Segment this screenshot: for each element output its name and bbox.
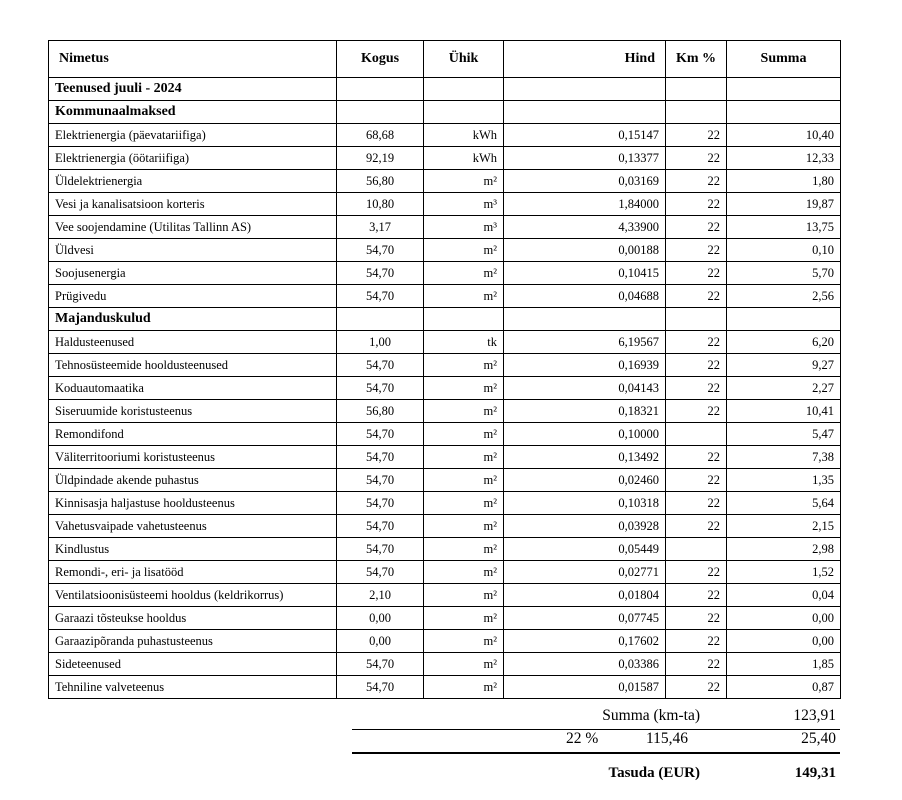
table-row <box>49 124 841 147</box>
cell-vat: 22 <box>666 676 727 699</box>
cell-vat: 22 <box>666 170 727 193</box>
cell-quantity: 54,70 <box>337 676 424 699</box>
cell-sum: 10,41 <box>727 400 841 423</box>
cell-name: Soojusenergia <box>49 262 337 285</box>
cell-quantity: 92,19 <box>337 147 424 170</box>
cell-quantity: 56,80 <box>337 400 424 423</box>
cell-name: Prügivedu <box>49 285 337 308</box>
cell-price: 0,16939 <box>504 354 666 377</box>
cell-quantity: 54,70 <box>337 561 424 584</box>
table-row <box>49 354 841 377</box>
section-title: Kommunaalmaksed <box>49 101 337 124</box>
net-sum-row <box>352 707 840 729</box>
cell-price: 0,05449 <box>504 538 666 561</box>
table-row <box>49 193 841 216</box>
cell-name: Elektrienergia (päevatariifiga) <box>49 124 337 147</box>
vat-value: 25,40 <box>801 730 836 747</box>
cell-unit: m² <box>424 400 504 423</box>
cell-name: Siseruumide koristusteenus <box>49 400 337 423</box>
cell-quantity: 3,17 <box>337 216 424 239</box>
cell-price: 0,01587 <box>504 676 666 699</box>
cell-name: Tehniline valveteenus <box>49 676 337 699</box>
cell-sum: 0,04 <box>727 584 841 607</box>
total-value: 149,31 <box>794 765 836 781</box>
table-row <box>49 331 841 354</box>
cell-quantity: 54,70 <box>337 538 424 561</box>
cell-sum: 1,80 <box>727 170 841 193</box>
empty-cell <box>666 78 727 101</box>
section-title: Majanduskulud <box>49 308 337 331</box>
cell-name: Üldpindade akende puhastus <box>49 469 337 492</box>
cell-price: 0,03386 <box>504 653 666 676</box>
cell-price: 0,13492 <box>504 446 666 469</box>
cell-name: Elektrienergia (öötariifiga) <box>49 147 337 170</box>
table-row <box>49 630 841 653</box>
total-label: Tasuda (EUR) <box>608 765 700 781</box>
cell-vat: 22 <box>666 469 727 492</box>
net-sum-label: Summa (km-ta) <box>602 707 700 724</box>
cell-name: Remondifond <box>49 423 337 446</box>
cell-unit: m³ <box>424 216 504 239</box>
col-header-quantity: Kogus <box>337 41 424 78</box>
cell-vat: 22 <box>666 630 727 653</box>
cell-quantity: 1,00 <box>337 331 424 354</box>
empty-cell <box>504 78 666 101</box>
cell-unit: m² <box>424 170 504 193</box>
cell-sum: 6,20 <box>727 331 841 354</box>
cell-sum: 0,00 <box>727 630 841 653</box>
cell-quantity: 2,10 <box>337 584 424 607</box>
cell-sum: 5,70 <box>727 262 841 285</box>
cell-quantity: 54,70 <box>337 262 424 285</box>
cell-price: 0,03169 <box>504 170 666 193</box>
cell-price: 6,19567 <box>504 331 666 354</box>
empty-cell <box>424 308 504 331</box>
cell-quantity: 54,70 <box>337 446 424 469</box>
empty-cell <box>424 78 504 101</box>
empty-cell <box>727 308 841 331</box>
cell-unit: m² <box>424 676 504 699</box>
cell-price: 0,02460 <box>504 469 666 492</box>
cell-price: 0,18321 <box>504 400 666 423</box>
cell-vat <box>666 423 727 446</box>
section-row <box>49 101 841 124</box>
cell-unit: m² <box>424 354 504 377</box>
cell-price: 0,10000 <box>504 423 666 446</box>
net-sum-value: 123,91 <box>793 707 836 724</box>
cell-sum: 2,56 <box>727 285 841 308</box>
cell-price: 0,03928 <box>504 515 666 538</box>
cell-unit: m² <box>424 653 504 676</box>
table-row <box>49 400 841 423</box>
table-row <box>49 538 841 561</box>
cell-vat: 22 <box>666 193 727 216</box>
table-row <box>49 492 841 515</box>
empty-cell <box>727 78 841 101</box>
cell-name: Koduautomaatika <box>49 377 337 400</box>
cell-price: 0,17602 <box>504 630 666 653</box>
cell-unit: m² <box>424 285 504 308</box>
cell-unit: kWh <box>424 124 504 147</box>
cell-price: 0,00188 <box>504 239 666 262</box>
empty-cell <box>504 101 666 124</box>
vat-rate: 22 % <box>566 730 599 747</box>
cell-price: 0,04688 <box>504 285 666 308</box>
table-row <box>49 239 841 262</box>
cell-vat: 22 <box>666 653 727 676</box>
cell-sum: 2,27 <box>727 377 841 400</box>
cell-sum: 2,15 <box>727 515 841 538</box>
table-row <box>49 676 841 699</box>
empty-cell <box>337 101 424 124</box>
cell-name: Vesi ja kanalisatsioon korteris <box>49 193 337 216</box>
cell-sum: 7,38 <box>727 446 841 469</box>
cell-vat: 22 <box>666 377 727 400</box>
cell-quantity: 54,70 <box>337 423 424 446</box>
cell-vat: 22 <box>666 216 727 239</box>
cell-unit: m² <box>424 469 504 492</box>
col-header-name: Nimetus <box>49 41 337 78</box>
cell-price: 0,10318 <box>504 492 666 515</box>
cell-price: 4,33900 <box>504 216 666 239</box>
cell-sum: 13,75 <box>727 216 841 239</box>
cell-name: Üldvesi <box>49 239 337 262</box>
cell-price: 1,84000 <box>504 193 666 216</box>
cell-quantity: 54,70 <box>337 515 424 538</box>
cell-price: 0,02771 <box>504 561 666 584</box>
cell-name: Tehnosüsteemide hooldusteenused <box>49 354 337 377</box>
cell-price: 0,07745 <box>504 607 666 630</box>
cell-unit: m² <box>424 239 504 262</box>
cell-unit: m² <box>424 262 504 285</box>
table-row <box>49 285 841 308</box>
cell-sum: 9,27 <box>727 354 841 377</box>
cell-vat: 22 <box>666 561 727 584</box>
cell-unit: m³ <box>424 193 504 216</box>
cell-price: 0,15147 <box>504 124 666 147</box>
cell-unit: tk <box>424 331 504 354</box>
cell-unit: m² <box>424 423 504 446</box>
cell-name: Üldelektrienergia <box>49 170 337 193</box>
header-row <box>49 41 841 78</box>
cell-name: Sideteenused <box>49 653 337 676</box>
table-row <box>49 170 841 193</box>
cell-price: 0,13377 <box>504 147 666 170</box>
empty-cell <box>337 78 424 101</box>
cell-unit: m² <box>424 561 504 584</box>
col-header-sum: Summa <box>727 41 841 78</box>
cell-sum: 2,98 <box>727 538 841 561</box>
cell-sum: 0,00 <box>727 607 841 630</box>
empty-cell <box>727 101 841 124</box>
period-title: Teenused juuli - 2024 <box>49 78 337 101</box>
vat-base: 115,46 <box>646 730 689 747</box>
cell-quantity: 56,80 <box>337 170 424 193</box>
cell-vat: 22 <box>666 285 727 308</box>
cell-sum: 1,35 <box>727 469 841 492</box>
table-row <box>49 377 841 400</box>
cell-name: Haldusteenused <box>49 331 337 354</box>
cell-name: Väliterritooriumi koristusteenus <box>49 446 337 469</box>
cell-name: Kinnisasja haljastuse hooldusteenus <box>49 492 337 515</box>
empty-cell <box>424 101 504 124</box>
cell-unit: m² <box>424 515 504 538</box>
total-row <box>352 765 840 787</box>
cell-vat: 22 <box>666 354 727 377</box>
table-row <box>49 262 841 285</box>
col-header-vat: Km % <box>666 41 727 78</box>
cell-quantity: 54,70 <box>337 653 424 676</box>
cell-sum: 1,52 <box>727 561 841 584</box>
col-header-price: Hind <box>504 41 666 78</box>
cell-quantity: 54,70 <box>337 492 424 515</box>
cell-quantity: 54,70 <box>337 377 424 400</box>
table-row <box>49 147 841 170</box>
section-row <box>49 308 841 331</box>
cell-unit: kWh <box>424 147 504 170</box>
cell-name: Kindlustus <box>49 538 337 561</box>
table-row <box>49 423 841 446</box>
cell-quantity: 54,70 <box>337 469 424 492</box>
cell-quantity: 54,70 <box>337 285 424 308</box>
table-row <box>49 561 841 584</box>
cell-unit: m² <box>424 492 504 515</box>
invoice-table <box>48 40 841 699</box>
cell-price: 0,01804 <box>504 584 666 607</box>
cell-name: Ventilatsioonisüsteemi hooldus (keldrikorrus) <box>49 584 337 607</box>
cell-sum: 5,64 <box>727 492 841 515</box>
cell-sum: 1,85 <box>727 653 841 676</box>
cell-vat: 22 <box>666 446 727 469</box>
cell-sum: 0,87 <box>727 676 841 699</box>
cell-price: 0,04143 <box>504 377 666 400</box>
cell-unit: m² <box>424 584 504 607</box>
cell-vat: 22 <box>666 239 727 262</box>
cell-sum: 19,87 <box>727 193 841 216</box>
cell-vat: 22 <box>666 124 727 147</box>
table-row <box>49 515 841 538</box>
empty-cell <box>504 308 666 331</box>
cell-name: Garaazi tõsteukse hooldus <box>49 607 337 630</box>
empty-cell <box>337 308 424 331</box>
cell-unit: m² <box>424 446 504 469</box>
cell-price: 0,10415 <box>504 262 666 285</box>
table-row <box>49 469 841 492</box>
table-row <box>49 607 841 630</box>
cell-unit: m² <box>424 630 504 653</box>
cell-vat: 22 <box>666 400 727 423</box>
cell-sum: 0,10 <box>727 239 841 262</box>
cell-vat: 22 <box>666 262 727 285</box>
cell-sum: 10,40 <box>727 124 841 147</box>
total-divider <box>352 752 840 754</box>
vat-row <box>352 730 840 752</box>
cell-quantity: 10,80 <box>337 193 424 216</box>
empty-cell <box>666 101 727 124</box>
cell-vat <box>666 538 727 561</box>
cell-quantity: 54,70 <box>337 239 424 262</box>
cell-quantity: 68,68 <box>337 124 424 147</box>
cell-vat: 22 <box>666 584 727 607</box>
cell-quantity: 54,70 <box>337 354 424 377</box>
cell-vat: 22 <box>666 515 727 538</box>
cell-name: Garaazipõranda puhastusteenus <box>49 630 337 653</box>
cell-unit: m² <box>424 377 504 400</box>
table-row <box>49 446 841 469</box>
cell-unit: m² <box>424 538 504 561</box>
period-row <box>49 78 841 101</box>
invoice-summary <box>352 707 840 781</box>
cell-vat: 22 <box>666 147 727 170</box>
table-row <box>49 584 841 607</box>
cell-quantity: 0,00 <box>337 630 424 653</box>
cell-unit: m² <box>424 607 504 630</box>
empty-cell <box>666 308 727 331</box>
table-row <box>49 653 841 676</box>
cell-name: Vahetusvaipade vahetusteenus <box>49 515 337 538</box>
table-body <box>49 78 841 699</box>
cell-sum: 12,33 <box>727 147 841 170</box>
cell-sum: 5,47 <box>727 423 841 446</box>
table-row <box>49 216 841 239</box>
cell-name: Remondi-, eri- ja lisatööd <box>49 561 337 584</box>
cell-quantity: 0,00 <box>337 607 424 630</box>
cell-vat: 22 <box>666 331 727 354</box>
col-header-unit: Ühik <box>424 41 504 78</box>
cell-name: Vee soojendamine (Utilitas Tallinn AS) <box>49 216 337 239</box>
cell-vat: 22 <box>666 492 727 515</box>
cell-vat: 22 <box>666 607 727 630</box>
